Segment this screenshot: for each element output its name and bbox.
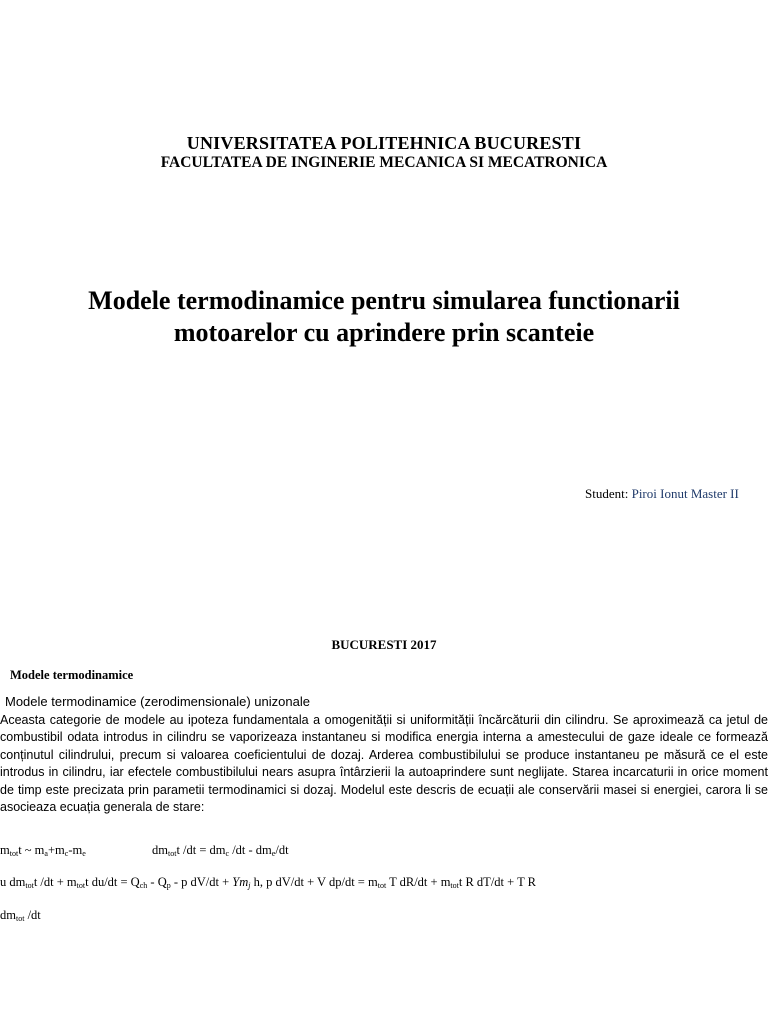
equation-mass-derivative: [152, 843, 289, 858]
eq-text: t R dT/dt + T R: [458, 875, 536, 889]
equation-mass-balance: [0, 843, 86, 858]
eq-text: +m: [47, 843, 65, 857]
eq-text: /dt: [275, 843, 289, 857]
eq-text: - Q: [147, 875, 167, 889]
eq-subscript: c: [64, 849, 69, 858]
eq-text-italic: Ym: [232, 875, 249, 889]
eq-subscript: p: [166, 881, 171, 890]
eq-subscript: j: [248, 881, 251, 890]
eq-text: m: [0, 843, 10, 857]
eq-text: /dt: [24, 908, 41, 922]
eq-subscript: tot: [377, 881, 387, 890]
eq-text: -m: [68, 843, 83, 857]
eq-subscript: ch: [139, 881, 148, 890]
equation-energy-state: [0, 875, 536, 890]
equation-mass-rate: [0, 908, 41, 923]
title-line-2: motoarelor cu aprindere prin scanteie: [173, 318, 595, 347]
eq-subscript: tot: [76, 881, 86, 890]
eq-subscript: tot: [25, 881, 34, 890]
eq-subscript: e: [82, 849, 86, 858]
eq-text: - p dV/dt +: [170, 875, 233, 889]
eq-subscript: tot: [9, 849, 19, 858]
eq-text: t /dt = dm: [176, 843, 226, 857]
student-name: Piroi Ionut Master II: [631, 486, 739, 501]
faculty-name: FACULTATEA DE INGINERIE MECANICA SI MECATRONICA: [160, 154, 608, 171]
eq-text: T dR/dt + m: [386, 875, 451, 889]
eq-text: t /dt + m: [33, 875, 77, 889]
eq-text: t du/dt = Q: [85, 875, 140, 889]
eq-text: t ~ m: [18, 843, 45, 857]
eq-subscript: c: [225, 849, 230, 858]
eq-text: h, p dV/dt + V dp/dt = m: [250, 875, 378, 889]
eq-subscript: tot: [450, 881, 459, 890]
student-label: Student:: [585, 486, 629, 501]
eq-subscript: a: [44, 849, 48, 858]
eq-subscript: e: [271, 849, 276, 858]
eq-subscript: tot: [167, 849, 177, 858]
section-subheading: Modele termodinamice (zerodimensionale) unizonale: [5, 694, 310, 709]
eq-text: dm: [152, 843, 168, 857]
student-line: [585, 486, 739, 502]
eq-text: /dt - dm: [229, 843, 272, 857]
title-line-1: Modele termodinamice pentru simularea functionarii: [88, 286, 680, 315]
body-paragraph: Aceasta categorie de modele au ipoteza fundamentala a omogenității si uniformității încărcăturii din cilindru. Se aproximează ca jetul de combustibil odata introdus in cilindru se vaporizeaza instantaneu si modifica energia interna a amestecului de gaze ideale ce formează conținutul cilindrului, precum si valoarea coeficientului de dozaj. Arderea combustibilului se produce instantaneu pe măsură ce el este introdus in cilindru, iar efectele combustibilului nears asupra întârzierii la autoaprindere sunt neglijate. Starea incarcaturii in orice moment de timp este precizata prin parametii termodinamici si dozaj. Modelul este descris de ecuații ale conservării masei si energiei, carora li se asocieaza ecuația generala de stare:: [0, 713, 768, 815]
eq-text: u dm: [0, 875, 26, 889]
document-title: [0, 285, 768, 349]
eq-text: dm: [0, 908, 16, 922]
place-year: BUCURESTI 2017: [331, 637, 437, 652]
section-heading: Modele termodinamice: [10, 668, 134, 682]
university-name: UNIVERSITATEA POLITEHNICA BUCURESTI: [186, 133, 582, 153]
eq-subscript: tot: [15, 914, 25, 923]
